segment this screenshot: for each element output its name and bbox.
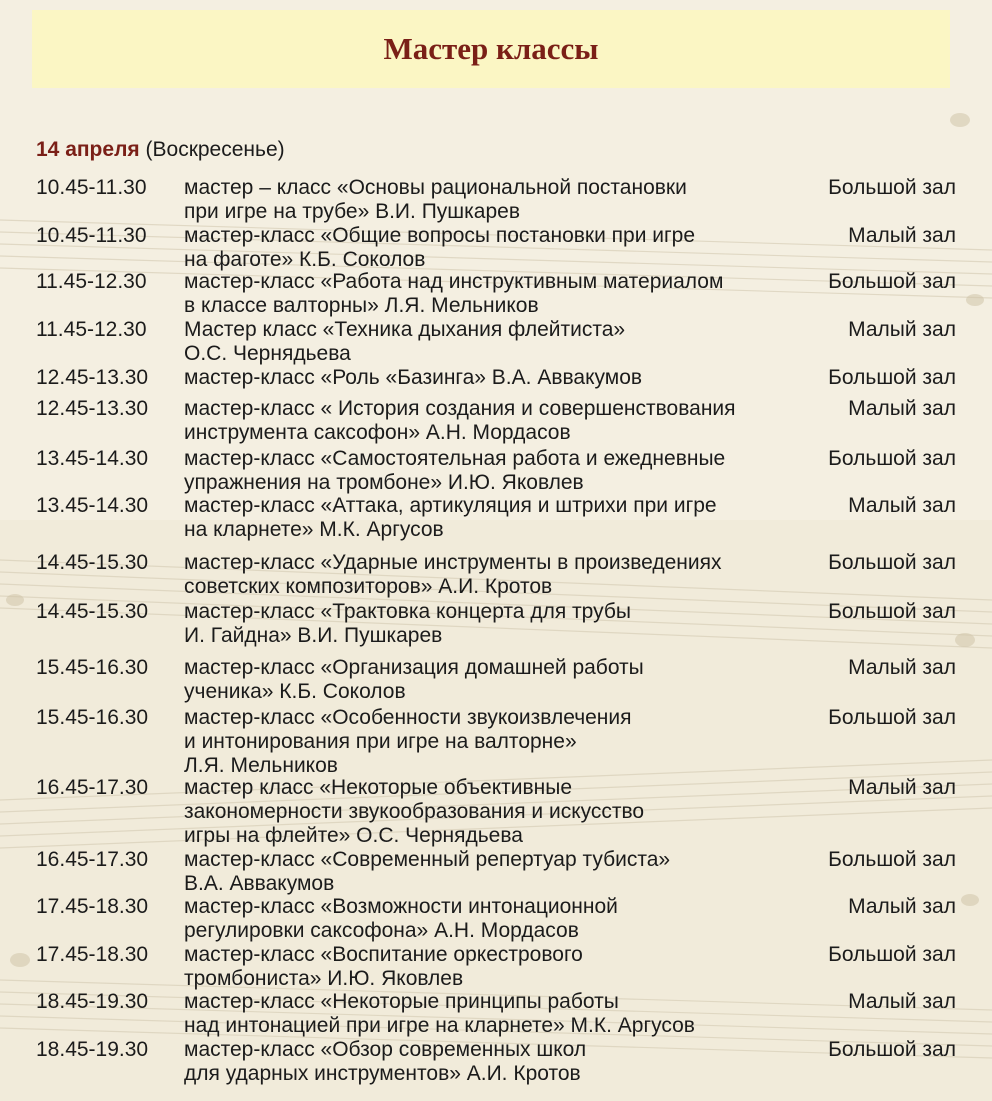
session-description-line: мастер-класс «Организация домашней работы bbox=[184, 656, 644, 679]
session-hall: Малый зал bbox=[848, 776, 956, 799]
session-description-line: для ударных инструментов» А.И. Кротов bbox=[184, 1062, 581, 1085]
session-time: 10.45-11.30 bbox=[36, 224, 147, 247]
session-description-line: инструмента саксофон» А.Н. Мордасов bbox=[184, 421, 571, 444]
session-description-line: мастер-класс «Обзор современных школ bbox=[184, 1038, 587, 1061]
session-hall: Малый зал bbox=[848, 318, 956, 341]
session-time: 12.45-13.30 bbox=[36, 397, 149, 420]
session-description-line: Мастер класс «Техника дыхания флейтиста» bbox=[184, 318, 626, 341]
session-hall: Большой зал bbox=[828, 943, 956, 966]
session-description-line: О.С. Чернядьева bbox=[184, 342, 351, 365]
session-description-line: над интонацией при игре на кларнете» М.К. Аргусов bbox=[184, 1014, 695, 1037]
session-time: 14.45-15.30 bbox=[36, 600, 149, 623]
session-description-line: в классе валторны» Л.Я. Мельников bbox=[184, 294, 539, 317]
session-description-line: и интонирования при игре на валторне» bbox=[184, 730, 577, 753]
title-banner bbox=[32, 10, 950, 88]
session-description bbox=[184, 943, 583, 991]
session-description bbox=[184, 270, 723, 318]
session-description bbox=[184, 366, 642, 390]
session-description-line: мастер-класс «Трактовка концерта для трубы bbox=[184, 600, 631, 623]
session-hall: Малый зал bbox=[848, 990, 956, 1013]
session-description bbox=[184, 776, 644, 848]
session-description-line: мастер-класс «Современный репертуар тубиста» bbox=[184, 848, 671, 871]
session-time: 17.45-18.30 bbox=[36, 943, 149, 966]
session-description-line: упражнения на тромбоне» И.Ю. Яковлев bbox=[184, 471, 584, 494]
session-hall: Большой зал bbox=[828, 366, 956, 389]
session-description bbox=[184, 224, 695, 272]
session-time: 13.45-14.30 bbox=[36, 494, 149, 517]
session-hall: Большой зал bbox=[828, 447, 956, 470]
session-hall: Малый зал bbox=[848, 494, 956, 517]
session-description-line: мастер-класс «Общие вопросы постановки при игре bbox=[184, 224, 696, 247]
session-description-line: И. Гайдна» В.И. Пушкарев bbox=[184, 624, 443, 647]
session-time: 17.45-18.30 bbox=[36, 895, 149, 918]
session-hall: Большой зал bbox=[828, 270, 956, 293]
session-hall: Большой зал bbox=[828, 600, 956, 623]
session-description-line: мастер-класс «Некоторые принципы работы bbox=[184, 990, 619, 1013]
session-hall: Большой зал bbox=[828, 551, 956, 574]
session-description bbox=[184, 318, 625, 366]
session-description-line: мастер-класс «Воспитание оркестрового bbox=[184, 943, 583, 966]
session-description-line: игры на флейте» О.С. Чернядьева bbox=[184, 824, 523, 847]
session-description bbox=[184, 706, 632, 778]
day-heading bbox=[36, 138, 285, 162]
session-description bbox=[184, 895, 618, 943]
session-time: 16.45-17.30 bbox=[36, 776, 149, 799]
session-description bbox=[184, 656, 644, 704]
session-time: 14.45-15.30 bbox=[36, 551, 149, 574]
session-hall: Малый зал bbox=[848, 224, 956, 247]
session-description-line: мастер-класс « История создания и совершенствования bbox=[184, 397, 736, 420]
session-description-line: мастер-класс «Роль «Базинга» В.А. Аввакумов bbox=[184, 366, 643, 389]
session-time: 16.45-17.30 bbox=[36, 848, 149, 871]
session-description-line: тромбониста» И.Ю. Яковлев bbox=[184, 967, 464, 990]
day-date: 14 апреля bbox=[36, 138, 140, 161]
session-hall: Большой зал bbox=[828, 176, 956, 199]
session-hall: Большой зал bbox=[828, 1038, 956, 1061]
session-hall: Большой зал bbox=[828, 848, 956, 871]
page-title: Мастер классы bbox=[383, 31, 599, 66]
session-description-line: мастер-класс «Особенности звукоизвлечения bbox=[184, 706, 632, 729]
session-description-line: на кларнете» М.К. Аргусов bbox=[184, 518, 444, 541]
session-time: 18.45-19.30 bbox=[36, 1038, 149, 1061]
session-hall: Малый зал bbox=[848, 656, 956, 679]
session-hall: Малый зал bbox=[848, 397, 956, 420]
session-time: 11.45-12.30 bbox=[36, 318, 147, 341]
session-description-line: мастер-класс «Ударные инструменты в произведениях bbox=[184, 551, 722, 574]
session-description-line: мастер-класс «Работа над инструктивным материалом bbox=[184, 270, 724, 293]
session-time: 15.45-16.30 bbox=[36, 656, 149, 679]
session-description bbox=[184, 447, 725, 495]
session-description-line: Л.Я. Мельников bbox=[184, 754, 338, 777]
session-description bbox=[184, 494, 717, 542]
session-description bbox=[184, 176, 687, 224]
session-time: 13.45-14.30 bbox=[36, 447, 149, 470]
session-description-line: при игре на трубе» В.И. Пушкарев bbox=[184, 200, 520, 223]
session-description bbox=[184, 990, 695, 1038]
session-hall: Большой зал bbox=[828, 706, 956, 729]
session-description bbox=[184, 397, 736, 445]
session-description-line: мастер-класс «Самостоятельная работа и ежедневные bbox=[184, 447, 726, 470]
session-time: 11.45-12.30 bbox=[36, 270, 147, 293]
session-description-line: советских композиторов» А.И. Кротов bbox=[184, 575, 553, 598]
session-description-line: ученика» К.Б. Соколов bbox=[184, 680, 406, 703]
session-time: 12.45-13.30 bbox=[36, 366, 149, 389]
session-time: 18.45-19.30 bbox=[36, 990, 149, 1013]
session-description-line: мастер – класс «Основы рациональной постановки bbox=[184, 176, 687, 199]
session-description-line: мастер-класс «Аттака, артикуляция и штрихи при игре bbox=[184, 494, 717, 517]
session-description-line: регулировки саксофона» А.Н. Мордасов bbox=[184, 919, 579, 942]
session-description-line: закономерности звукообразования и искусство bbox=[184, 800, 645, 823]
session-description bbox=[184, 600, 631, 648]
session-description bbox=[184, 848, 670, 896]
session-description-line: на фаготе» К.Б. Соколов bbox=[184, 248, 426, 271]
session-time: 15.45-16.30 bbox=[36, 706, 149, 729]
session-description bbox=[184, 551, 722, 599]
day-weekday: (Воскресенье) bbox=[145, 138, 285, 161]
session-description-line: мастер-класс «Возможности интонационной bbox=[184, 895, 618, 918]
session-description-line: мастер класс «Некоторые объективные bbox=[184, 776, 573, 799]
session-description-line: В.А. Аввакумов bbox=[184, 872, 335, 895]
session-time: 10.45-11.30 bbox=[36, 176, 147, 199]
session-description bbox=[184, 1038, 586, 1086]
session-hall: Малый зал bbox=[848, 895, 956, 918]
